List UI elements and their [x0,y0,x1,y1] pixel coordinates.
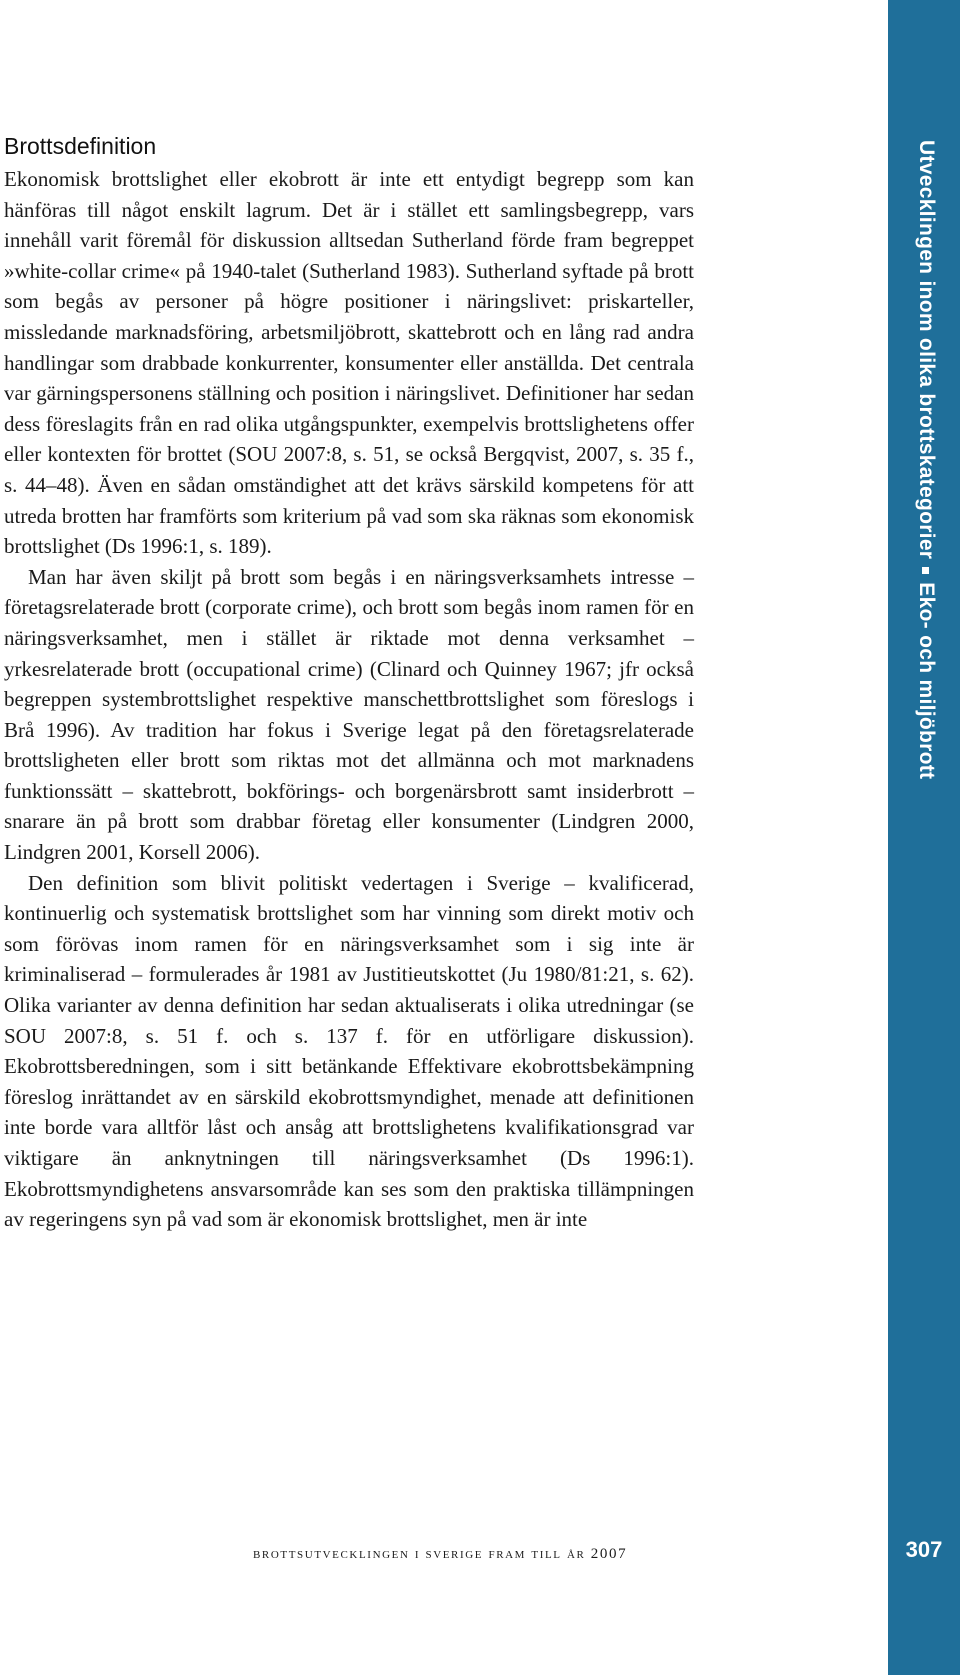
sidebar-title-part2: Eko- och miljöbrott [915,582,938,780]
text-column [4,132,694,1235]
paragraph-3: Den definition som blivit politiskt vedertagen i Sverige – kvalificerad, kontinuerlig och systematisk brottslighet som har vinning som direkt motiv och som förövas inom ramen för en näringsverksamhet som i sig inte är kriminaliserad – formulerades år 1981 av Justitieutskottet (Ju 1980/81:21, s. 62). Olika varianter av denna definition har sedan aktualiserats i olika utredningar (se SOU 2007:8, s. 51 f. och s. 137 f. för en utförligare diskussion). Ekobrottsberedningen, som i sitt betänkande Effektivare ekobrottsbekämpning föreslog inrättandet av en särskild ekobrottsmyndighet, menade att definitionen inte borde vara alltför låst och ansåg att brottslighetens kvalifikationsgrad var viktigare än anknytningen till näringsverksamhet (Ds 1996:1). Ekobrottsmyndighetens ansvarsområde kan ses som den praktiska tillämpningen av regeringens syn på vad som är ekonomisk brottslighet, men är inte [4,870,694,1232]
page-number: 307 [905,1537,943,1562]
section-heading: Brottsdefinition [4,133,157,159]
running-footer: brottsutvecklingen i sverige fram till år 2007 [253,1546,628,1562]
sidebar-title-part1: Utvecklingen inom olika brottskategorier [915,140,938,560]
square-bullet-icon [922,567,929,574]
paragraph-1: Ekonomisk brottslighet eller ekobrott är inte ett entydigt begrepp som kan hänföras till något enskilt lagrum. Det är i stället ett samlingsbegrepp, vars innehåll varit föremål för diskussion alltsedan Sutherland förde fram begreppet »white-collar crime« på 1940-talet (Sutherland 1983). Sutherland syftade på brott som begås av personer på högre positioner i näringslivet: priskarteller, missledande marknadsföring, arbetsmiljöbrott, skattebrott och en lång rad andra handlingar som drabbade konkurrenter, konsumenter eller anställda. Det centrala var gärningspersonens ställning och position i näringslivet. Definitioner har sedan dess föreslagits från en rad olika utgångspunkter, exempelvis brottslighetens offer eller kontexten för brottet (SOU 2007:8, s. 51, se också Bergqvist, 2007, s. 35 f., s. 44–48). Även en sådan omständighet att det krävs särskild kompetens för att utreda brotten har framförts som kriterium på vad som ska räknas som ekonomisk brottslighet (Ds 1996:1, s. 189). [4,167,694,559]
sidebar-chapter-title [914,140,938,779]
chapter-sidebar [888,0,960,1675]
body-text [4,164,694,1235]
paragraph-2: Man har även skiljt på brott som begås i en näringsverksamhets intresse – företagsrelaterade brott (corporate crime), och brott som begås inom ramen för en näringsverksamhet, men i stället är riktade mot denna verksamhet – yrkesrelaterade brott (occupational crime) (Clinard och Quinney 1967; jfr också begreppen systembrottslighet respektive manschettbrottslighet som föreslogs i Brå 1996). Av tradition har fokus i Sverige legat på den företagsrelaterade brottsligheten eller brott som riktas mot det allmänna och mot marknadens funktionssätt – skattebrott, bokförings- och borgenärsbrott samt insiderbrott – snarare än på brott som drabbar företag eller konsumenter (Lindgren 2000, Lindgren 2001, Korsell 2006). [4,564,694,865]
